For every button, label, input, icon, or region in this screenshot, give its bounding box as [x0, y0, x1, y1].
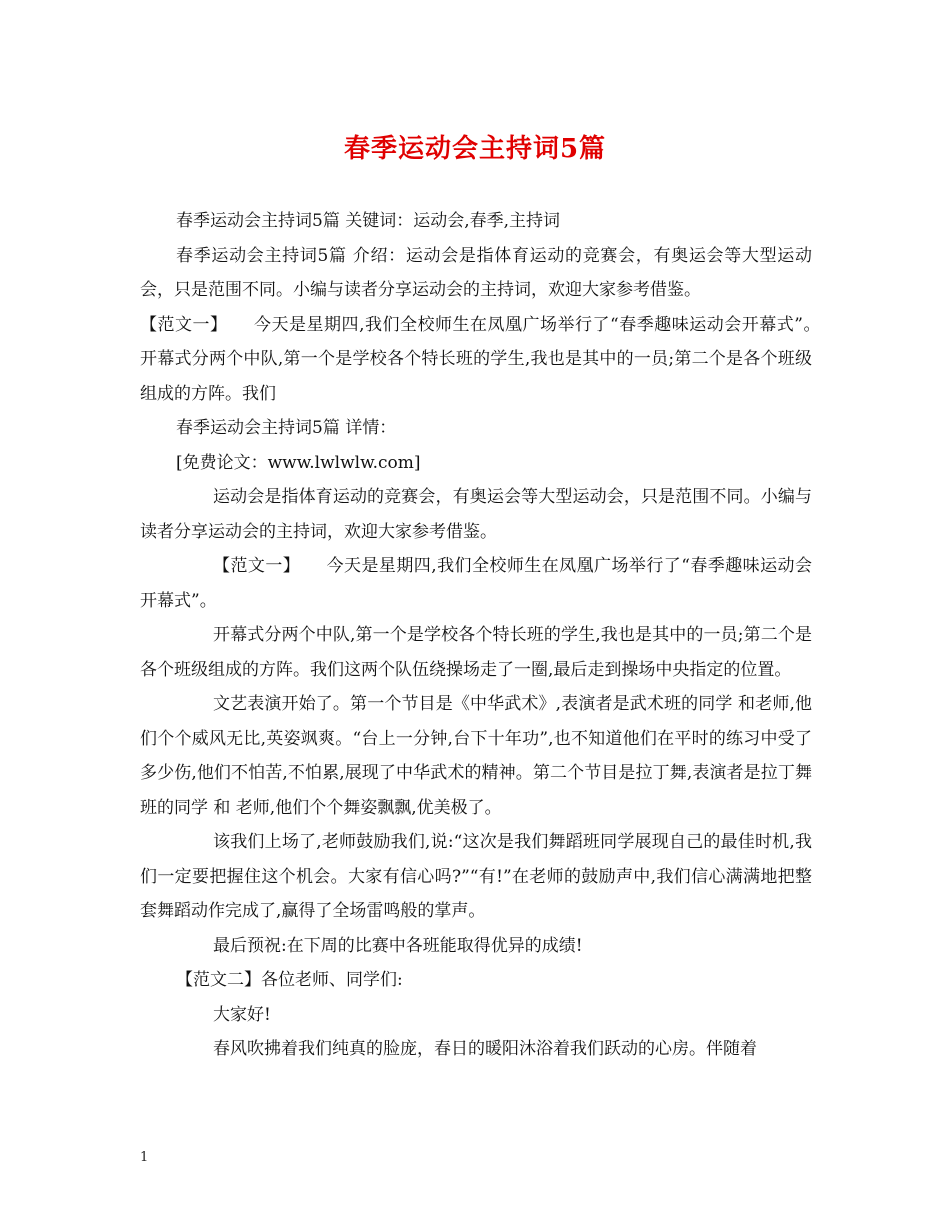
body-paragraph: 春风吹拂着我们纯真的脸庞，春日的暖阳沐浴着我们跃动的心房。伴随着	[213, 1039, 757, 1059]
document-title: 春季运动会主持词5篇	[343, 134, 607, 164]
section-heading: 【范文二】各位老师、同学们:	[176, 970, 403, 990]
body-paragraph: 大家好!	[213, 1004, 271, 1025]
body-paragraph: 该我们上场了,老师鼓励我们,说:“这次是我们舞蹈班同学展现自己的最佳时机,我们一定要把握住这个机会。大家有信心吗?”“有!”在老师的鼓励声中,我们信心满满地把整套舞蹈动作完成了,赢得了全场雷鸣般的掌声。	[140, 832, 812, 921]
body-paragraph: 文艺表演开始了。第一个节目是《中华武术》,表演者是武术班的同学 和老师,他们个个威风无比,英姿飒爽。“台上一分钟,台下十年功”,也不知道他们在平时的练习中受了多少伤,他们不怕苦,不怕累,展现了中华武术的精神。第二个节目是拉丁舞,表演者是拉丁舞班的同学 和 老师,他们个个舞姿飘飘,优美极了。	[140, 694, 812, 818]
document-body	[140, 204, 846, 1067]
body-paragraph: 运动会是指体育运动的竞赛会，有奥运会等大型运动会，只是范围不同。小编与读者分享运动会的主持词，欢迎大家参考借鉴。	[140, 487, 812, 542]
page-number: 1	[140, 1150, 149, 1165]
excerpt-paragraph: 【范文一】 今天是星期四,我们全校师生在凤凰广场举行了“春季趣味运动会开幕式”。 开幕式分两个中队,第一个是学校各个特长班的学生,我也是其中的一员;第二个是各个班级组成的方阵。我们	[140, 314, 846, 404]
intro-paragraph: 春季运动会主持词5篇 介绍：运动会是指体育运动的竞赛会，有奥运会等大型运动会，只是范围不同。小编与读者分享运动会的主持词，欢迎大家参考借鉴。	[140, 245, 812, 300]
body-paragraph: 开幕式分两个中队,第一个是学校各个特长班的学生,我也是其中的一员;第二个是各个班级组成的方阵。我们这两个队伍绕操场走了一圈,最后走到操场中央指定的位置。	[140, 625, 812, 680]
source-line: [免费论文：www.lwlwlw.com]	[176, 452, 421, 473]
body-paragraph: 【范文一】 今天是星期四,我们全校师生在凤凰广场举行了“春季趣味运动会开幕式”。	[140, 556, 812, 611]
body-paragraph: 最后预祝:在下周的比赛中各班能取得优异的成绩!	[213, 935, 583, 956]
keywords-paragraph: 春季运动会主持词5篇 关键词：运动会,春季,主持词	[176, 211, 561, 231]
details-heading: 春季运动会主持词5篇 详情：	[176, 418, 397, 438]
